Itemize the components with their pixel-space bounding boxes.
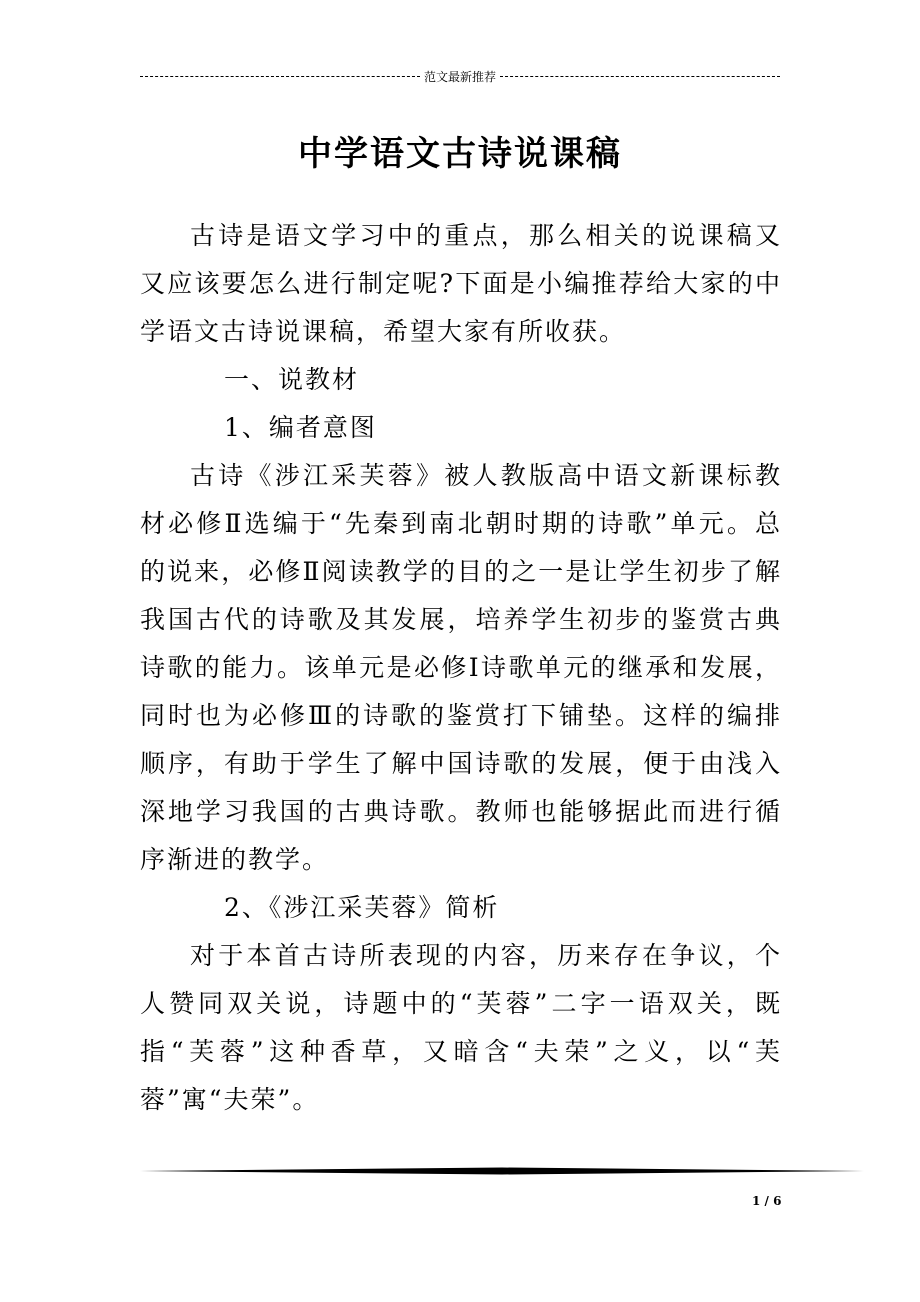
header-text: 范文最新推荐 bbox=[424, 69, 497, 84]
document-title: 中学语文古诗说课稿 bbox=[298, 134, 622, 174]
section-heading-textbook: 一、说教材 bbox=[224, 365, 360, 394]
paragraph-intro: 古诗是语文学习中的重点，那么相关的说课稿又又应该要怎么进行制定呢?下面是小编推荐给大家的中学语文古诗说课稿，希望大家有所收获。 bbox=[140, 221, 782, 346]
page-separator: / bbox=[760, 1194, 774, 1208]
header-dash-right bbox=[500, 76, 780, 77]
footer-divider bbox=[140, 1166, 864, 1176]
subheading-editor-intent: 1、编者意图 bbox=[224, 413, 377, 442]
page-current: 1 bbox=[752, 1194, 761, 1208]
document-body bbox=[140, 212, 782, 1124]
page-header bbox=[140, 66, 780, 86]
paragraph-editor-intent: 古诗《涉江采芙蓉》被人教版高中语文新课标教材必修Ⅱ选编于“先秦到南北朝时期的诗歌”单元。总的说来，必修Ⅱ阅读教学的目的之一是让学生初步了解我国古代的诗歌及其发展，培养学生初步的鉴赏古典诗歌的能力。该单元是必修Ⅰ诗歌单元的继承和发展，同时也为必修Ⅲ的诗歌的鉴赏打下铺垫。这样的编排顺序，有助于学生了解中国诗歌的发展，便于由浅入深地学习我国的古典诗歌。教师也能够据此而进行循序渐进的教学。 bbox=[140, 461, 782, 874]
page-total: 6 bbox=[773, 1194, 782, 1208]
paragraph-poem-analysis: 对于本首古诗所表现的内容，历来存在争议，个人赞同双关说，诗题中的“芙蓉”二字一语双关，既指“芙蓉”这种香草，又暗含“夫荣”之义，以“芙蓉”寓“夫荣”。 bbox=[140, 941, 782, 1114]
subheading-poem-analysis: 2、《涉江采芙蓉》简析 bbox=[224, 893, 500, 922]
header-dash-left bbox=[140, 76, 420, 77]
page-number bbox=[752, 1194, 781, 1208]
